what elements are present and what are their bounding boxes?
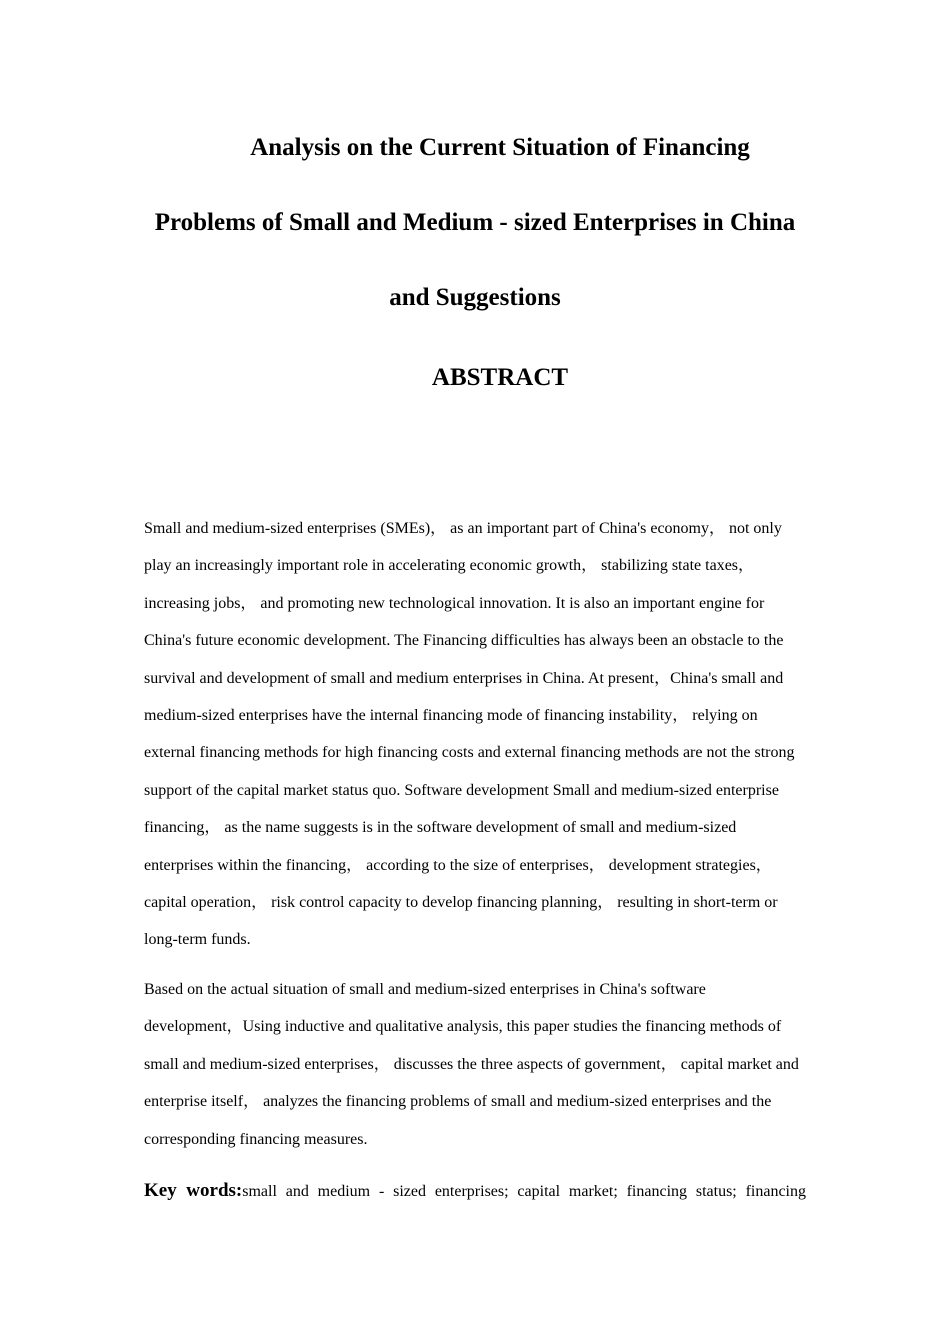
keywords-label: Key words: [144, 1180, 243, 1201]
abstract-paragraph-1: Small and medium-sized enterprises (SMEs)， as an important part of China's economy， not only play an increasingly important role in accelerating economic growth， stabilizing state taxes， increasing jobs， and promoting new technological innovation. It is also an important engine for China's future economic development. The Financing difficulties has always been an obstacle to the survival and development of small and medium enterprises in China. At present，China's small and medium-sized enterprises have the internal financing mode of financing instability， relying on external financing methods for high financing costs and external financing methods are not the strong support of the capital market status quo. Software development Small and medium-sized enterprise financing， as the name suggests is in the software development of small and medium-sized enterprises within the financing， according to the size of enterprises， development strategies， capital operation， risk control capacity to develop financing planning， resulting in short-term or long-term funds. [144, 520, 795, 949]
keywords-text: small and medium - sized enterprises; capital market; financing status; financing [242, 1183, 806, 1200]
abstract-heading: ABSTRACT [431, 364, 569, 391]
paper-title-line-2: Problems of Small and Medium - sized Enterprises in China [154, 209, 796, 236]
paper-title-line-1: Analysis on the Current Situation of Financing [250, 134, 750, 161]
abstract-paragraph-2: Based on the actual situation of small and medium-sized enterprises in China's software development，Using inductive and qualitative analysis, this paper studies the financing methods of small and medium-sized enterprises， discusses the three aspects of government， capital market and enterprise itself， analyzes the financing problems of small and medium-sized enterprises and the corresponding financing measures. [144, 981, 799, 1148]
keywords-line [144, 1172, 806, 1210]
paper-title-line-3: and Suggestions [389, 284, 561, 311]
